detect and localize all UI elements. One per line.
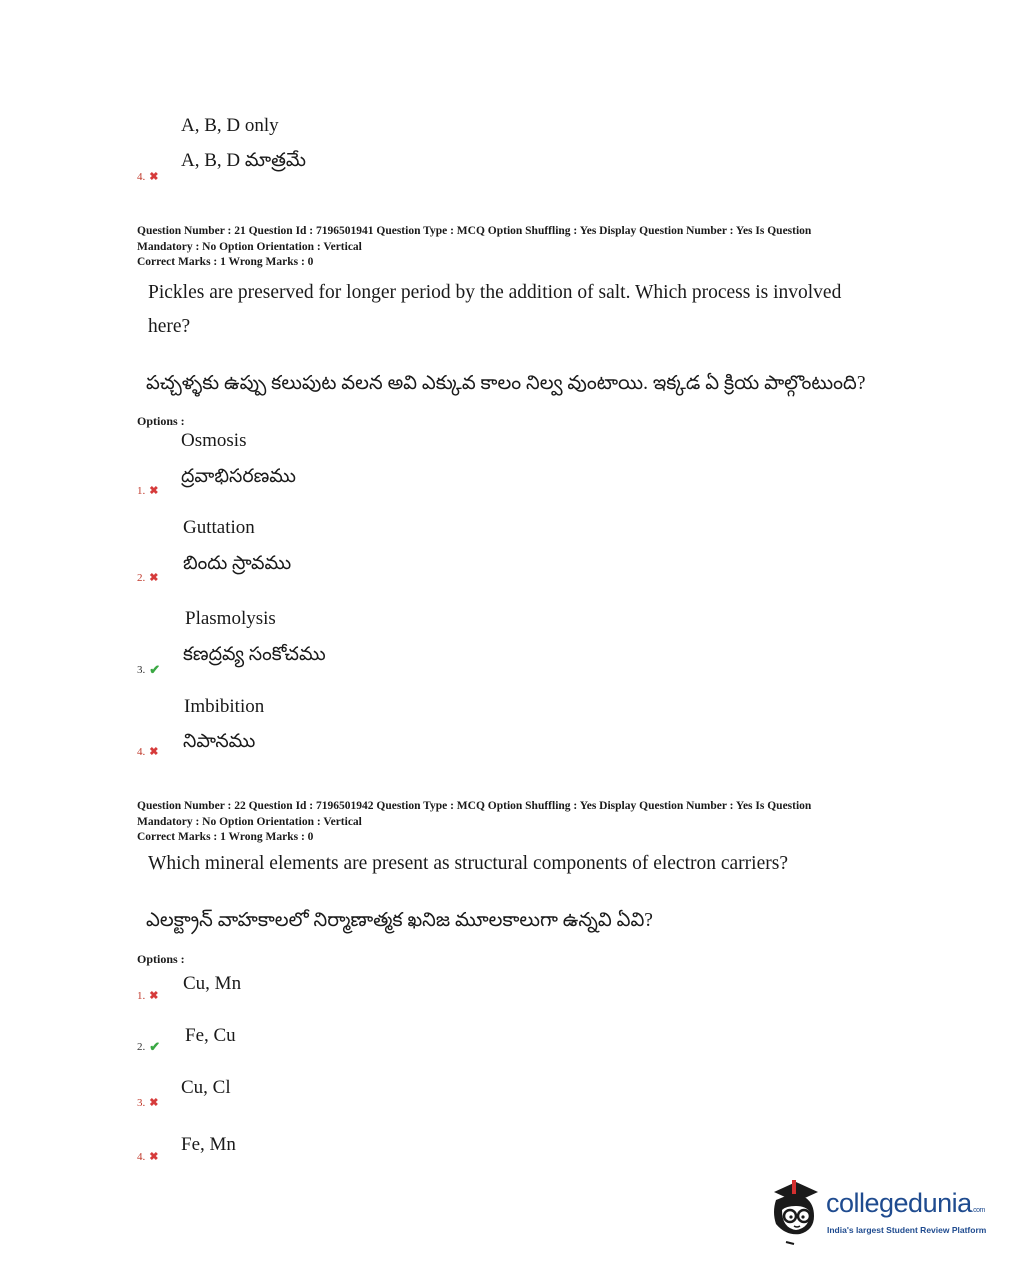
q22-option-2-number <box>137 1039 160 1055</box>
q22-meta-line1: Question Number : 22 Question Id : 7196501942 Question Type : MCQ Option Shuffling : Yes Display Question Number : Yes Is Question <box>137 800 812 812</box>
option-number-label: 1. <box>137 989 146 1002</box>
q21-option-2-number <box>137 571 158 584</box>
correct-check-icon: ✔ <box>149 1039 161 1054</box>
logo-tagline: India's largest Student Review Platform <box>827 1225 987 1235</box>
q22-meta <box>137 799 897 846</box>
q22-question-te: ఎలక్ట్రాన్ వాహకాలలో నిర్మాణాత్మక ఖనిజ మూలకాలుగా ఉన్నవి ఏవి? <box>146 910 653 931</box>
wrong-mark-icon: ✖ <box>149 171 159 183</box>
q22-options-label: Options : <box>137 952 185 966</box>
wrong-mark-icon: ✖ <box>149 1151 159 1163</box>
option-number-label: 4. <box>137 170 146 183</box>
q21-question-en: Pickles are preserved for longer period by the addition of salt. Which process is involved here? <box>148 282 842 337</box>
q22-question-en: Which mineral elements are present as structural components of electron carriers? <box>148 853 788 874</box>
option-number-label: 4. <box>137 745 146 758</box>
q21-question-te: పచ్చళ్ళకు ఉప్పు కలుపుట వలన అవి ఎక్కువ కాలం నిల్వ వుంటాయి. ఇక్కడ ఏ క్రియ పాల్గొంటుంది? <box>146 373 866 394</box>
option-number-label: 3. <box>137 664 146 676</box>
option-number-label: 4. <box>137 1150 146 1163</box>
q21-option-3-number <box>137 662 160 678</box>
q21-meta-line2: Mandatory : No Option Orientation : Vertical <box>137 240 362 253</box>
q22-option-3-number <box>137 1096 158 1109</box>
mascot-logo-icon <box>766 1178 824 1248</box>
q22-option-1-text-en: Cu, Mn <box>183 973 242 994</box>
q21-option-4-number <box>137 745 158 758</box>
option-4-number <box>137 170 158 183</box>
correct-check-icon: ✔ <box>149 662 161 677</box>
option-4-text-te: A, B, D మాత్రమే <box>181 150 306 171</box>
q21-options-label: Options : <box>137 414 185 428</box>
q21-meta <box>137 224 897 271</box>
q21-option-3-text-en: Plasmolysis <box>185 608 276 629</box>
q22-option-1-number <box>137 989 158 1002</box>
q22-option-4-text-en: Fe, Mn <box>181 1134 236 1155</box>
option-number-label: 3. <box>137 1096 146 1109</box>
q21-option-3-text-te: కణద్రవ్య సంకోచము <box>183 644 326 665</box>
q21-option-1-number <box>137 484 158 497</box>
wrong-mark-icon: ✖ <box>149 572 159 584</box>
wrong-mark-icon: ✖ <box>149 485 159 497</box>
q21-option-4-text-en: Imbibition <box>184 696 265 717</box>
logo-name: collegedunia <box>826 1188 972 1218</box>
logo-wordmark <box>826 1188 985 1219</box>
q22-option-4-number <box>137 1150 158 1163</box>
q21-option-4-text-te: నిపానము <box>183 731 256 752</box>
option-number-label: 1. <box>137 484 146 497</box>
wrong-mark-icon: ✖ <box>149 746 159 758</box>
option-4-text-en: A, B, D only <box>181 115 279 136</box>
wrong-mark-icon: ✖ <box>149 990 159 1002</box>
q22-meta-line2: Mandatory : No Option Orientation : Vertical <box>137 815 362 828</box>
q21-option-1-text-en: Osmosis <box>181 430 247 451</box>
q21-meta-line3: Correct Marks : 1 Wrong Marks : 0 <box>137 256 314 268</box>
wrong-mark-icon: ✖ <box>149 1097 159 1109</box>
q22-option-3-text-en: Cu, Cl <box>181 1077 231 1098</box>
q22-option-2-text-en: Fe, Cu <box>185 1025 236 1046</box>
option-number-label: 2. <box>137 571 146 584</box>
option-number-label: 2. <box>137 1041 146 1053</box>
q21-option-2-text-en: Guttation <box>183 517 255 538</box>
q21-option-2-text-te: బిందు స్రావము <box>183 553 292 574</box>
logo-domain: .com <box>971 1207 985 1214</box>
collegedunia-logo <box>766 1178 996 1248</box>
q22-meta-line3: Correct Marks : 1 Wrong Marks : 0 <box>137 831 314 843</box>
q21-option-1-text-te: ద్రవాభిసరణము <box>181 466 296 487</box>
q21-meta-line1: Question Number : 21 Question Id : 7196501941 Question Type : MCQ Option Shuffling : Yes Display Question Number : Yes Is Question <box>137 225 812 237</box>
